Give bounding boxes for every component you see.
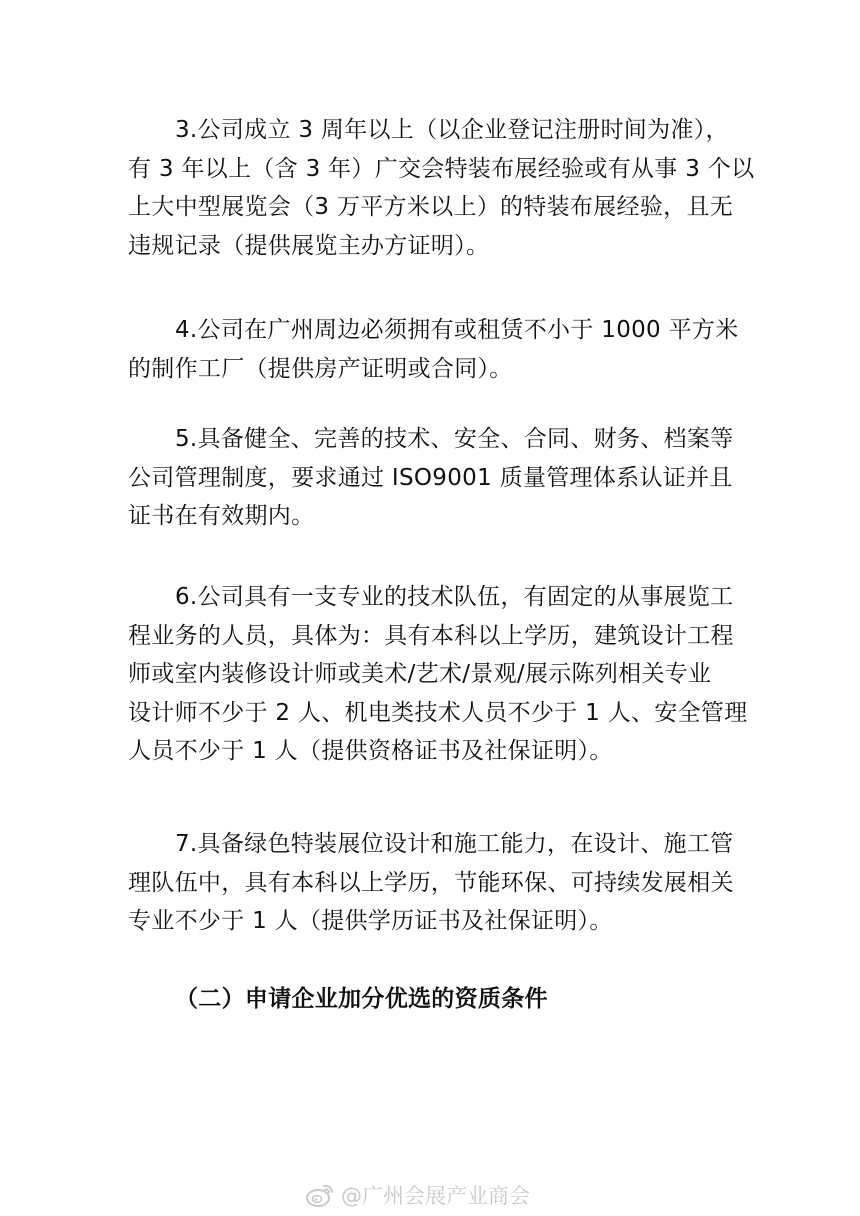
section-heading: （二）申请企业加分优选的资质条件 <box>175 986 548 1012</box>
paragraph-line: 师或室内装修设计师或美术/艺术/景观/展示陈列相关专业 <box>128 661 712 687</box>
requirement-paragraph-4 <box>128 311 738 388</box>
paragraph-line: 上大中型展览会（3 万平方米以上）的特装布展经验，且无 <box>128 194 734 220</box>
watermark-text: @广州会展产业商会 <box>341 1184 530 1208</box>
paragraph-line: 程业务的人员，具体为：具有本科以上学历，建筑设计工程 <box>128 622 734 649</box>
weibo-watermark <box>305 1180 530 1210</box>
requirement-paragraph-7 <box>128 825 738 941</box>
requirement-paragraph-3 <box>128 111 755 265</box>
requirement-paragraph-5 <box>128 420 738 536</box>
requirement-paragraph-6 <box>128 578 748 771</box>
weibo-icon <box>305 1182 335 1208</box>
paragraph-line: 6.公司具有一支专业的技术队伍，有固定的从事展览工 <box>175 584 734 610</box>
paragraph-line: 4.公司在广州周边必须拥有或租赁不小于 1000 平方米 <box>175 317 739 343</box>
paragraph-line: 违规记录（提供展览主办方证明）。 <box>128 232 490 259</box>
paragraph-line: 公司管理制度，要求通过 ISO9001 质量管理体系认证并且 <box>128 464 733 491</box>
paragraph-line: 专业不少于 1 人（提供学历证书及社保证明）。 <box>128 908 613 934</box>
paragraph-line: 人员不少于 1 人（提供资格证书及社保证明）。 <box>128 738 613 764</box>
paragraph-line: 设计师不少于 2 人、机电类技术人员不少于 1 人、安全管理 <box>128 699 748 726</box>
paragraph-line: 3.公司成立 3 周年以上（以企业登记注册时间为准）， <box>175 117 729 143</box>
paragraph-line: 7.具备绿色特装展位设计和施工能力，在设计、施工管 <box>175 831 734 857</box>
paragraph-line: 的制作工厂（提供房产证明或合同）。 <box>128 355 513 382</box>
paragraph-line: 证书在有效期内。 <box>128 503 315 529</box>
paragraph-line: 5.具备健全、完善的技术、安全、合同、财务、档案等 <box>175 426 734 452</box>
paragraph-line: 理队伍中，具有本科以上学历，节能环保、可持续发展相关 <box>128 869 734 896</box>
paragraph-line: 有 3 年以上（含 3 年）广交会特装布展经验或有从事 3 个以 <box>128 155 755 182</box>
